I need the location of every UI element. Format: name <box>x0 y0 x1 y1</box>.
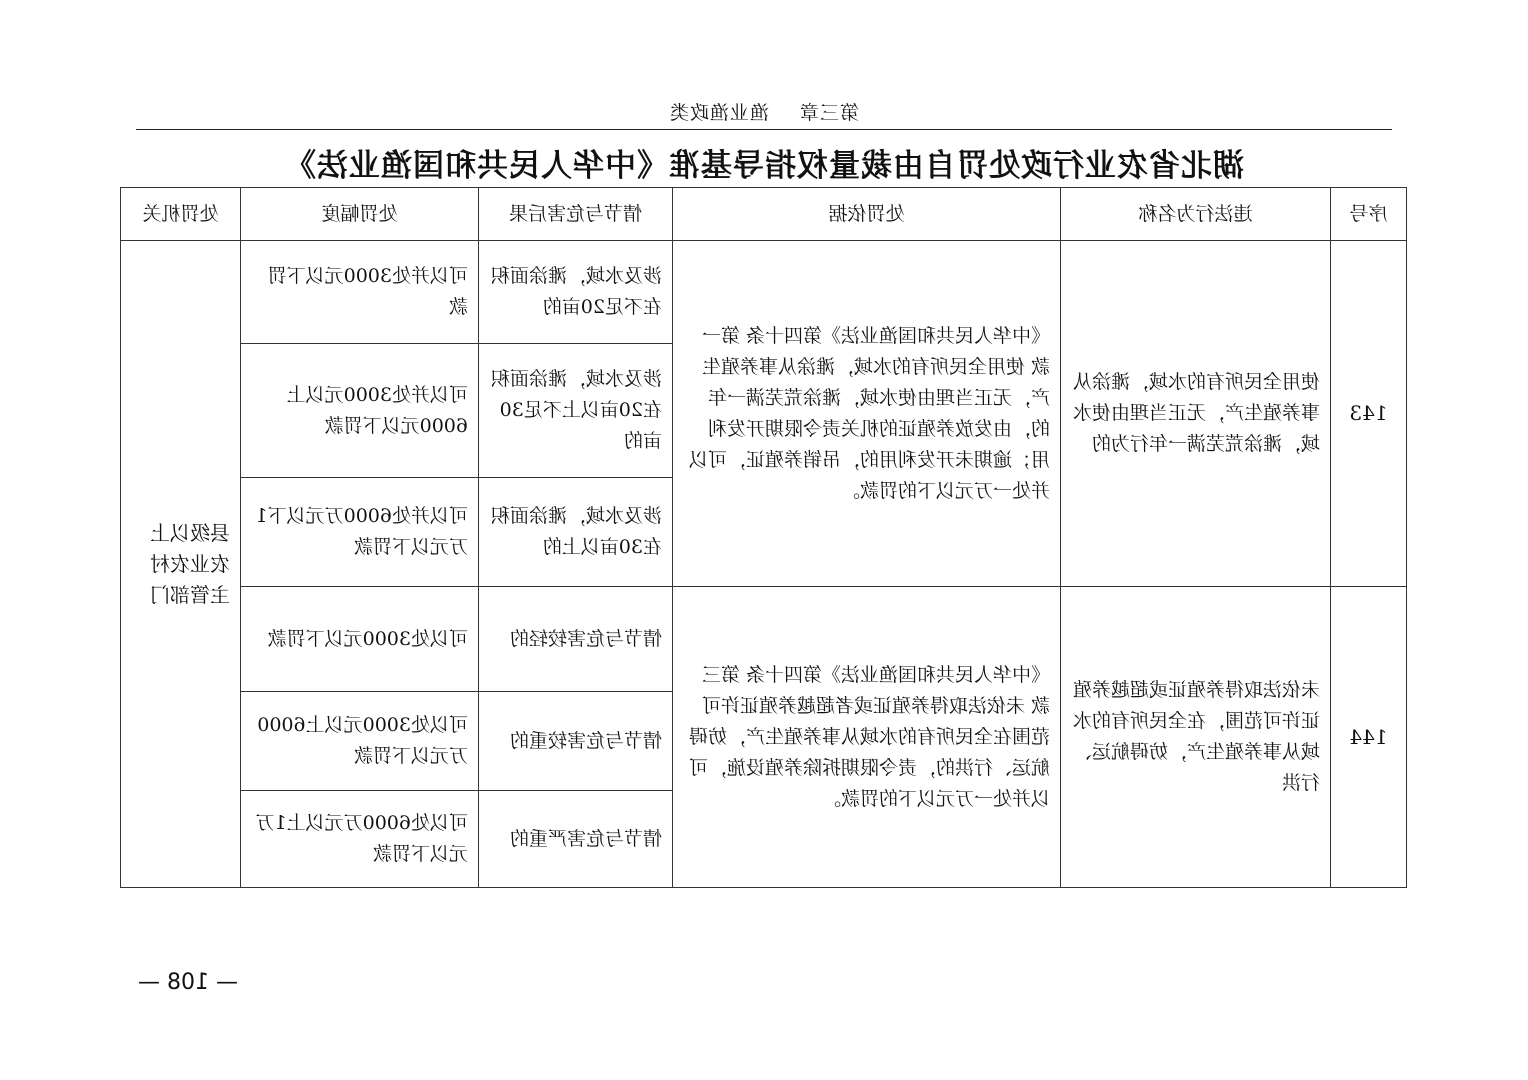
table-row <box>121 241 1407 344</box>
section-label: 渔业渔政类 <box>668 102 769 124</box>
circumstance-cell: 情节与危害严重的 <box>479 791 673 888</box>
header-act: 违法行为名称 <box>1061 188 1331 241</box>
penalty-range-cell: 可以处3000元以下罚款 <box>241 587 479 692</box>
circumstance-cell: 涉及水域，滩涂面积在20亩以上不足30亩的 <box>479 344 673 478</box>
chapter-label: 第三章 <box>799 102 860 124</box>
header-circumstance: 情节与危害后果 <box>479 188 673 241</box>
running-header <box>0 98 1528 125</box>
penalty-range-cell: 可以处6000万元以上1万元以下罚款 <box>241 791 479 888</box>
penalty-range-cell: 可以并处6000万元以下1万元以下罚款 <box>241 478 479 587</box>
row-number: 144 <box>1331 587 1407 888</box>
circumstance-cell: 涉及水域，滩涂面积在30亩以上的 <box>479 478 673 587</box>
circumstance-cell: 情节与危害较重的 <box>479 692 673 791</box>
page-number: — 108 — <box>138 970 238 995</box>
penalty-basis: 《中华人民共和国渔业法》第四十条 第一款 使用全民所有的水域，滩涂从事养殖生产，无正当理由使水域，滩涂荒芜满一年的，由发放养殖证的机关责令限期开发利用；逾期未开发利用的，吊销养殖证，可以并处一万元以下的罚款。 <box>673 241 1061 587</box>
header-range: 处罚幅度 <box>241 188 479 241</box>
penalty-table <box>120 187 1407 888</box>
row-number: 143 <box>1331 241 1407 587</box>
header-basis: 处罚依据 <box>673 188 1061 241</box>
circumstance-cell: 情节与危害较轻的 <box>479 587 673 692</box>
penalty-range-cell: 可以并处3000元以上6000元以下罚款 <box>241 344 479 478</box>
circumstance-cell: 涉及水域，滩涂面积在不足20亩的 <box>479 241 673 344</box>
penalty-range-cell: 可以处3000元以上6000万元以下罚款 <box>241 692 479 791</box>
header-no: 序号 <box>1331 188 1407 241</box>
penalty-authority: 县级以上农业农村主管部门 <box>121 241 241 888</box>
penalty-basis: 《中华人民共和国渔业法》第四十条 第三款 未依法取得养殖证或者超越养殖证许可范围在全民所有的水域从事养殖生产，妨碍航运、行洪的，责令限期拆除养殖设施，可以并处一万元以下的罚款。 <box>673 587 1061 888</box>
violation-name: 未依法取得养殖证或超越养殖证许可范围，在全民所有的水域从事养殖生产，妨碍航运、行洪 <box>1061 587 1331 888</box>
penalty-range-cell: 可以并处3000元以下罚款 <box>241 241 479 344</box>
table-row <box>121 587 1407 692</box>
document-title: 湖北省农业行政处罚自由裁量权指导基准《中华人民共和国渔业法》 <box>284 148 1244 184</box>
header-rule <box>136 129 1392 130</box>
table-header-row <box>121 188 1407 241</box>
header-authority: 处罚机关 <box>121 188 241 241</box>
violation-name: 使用全民所有的水域，滩涂从事养殖生产，无正当理由使水域，滩涂荒芜满一年行为的 <box>1061 241 1331 587</box>
